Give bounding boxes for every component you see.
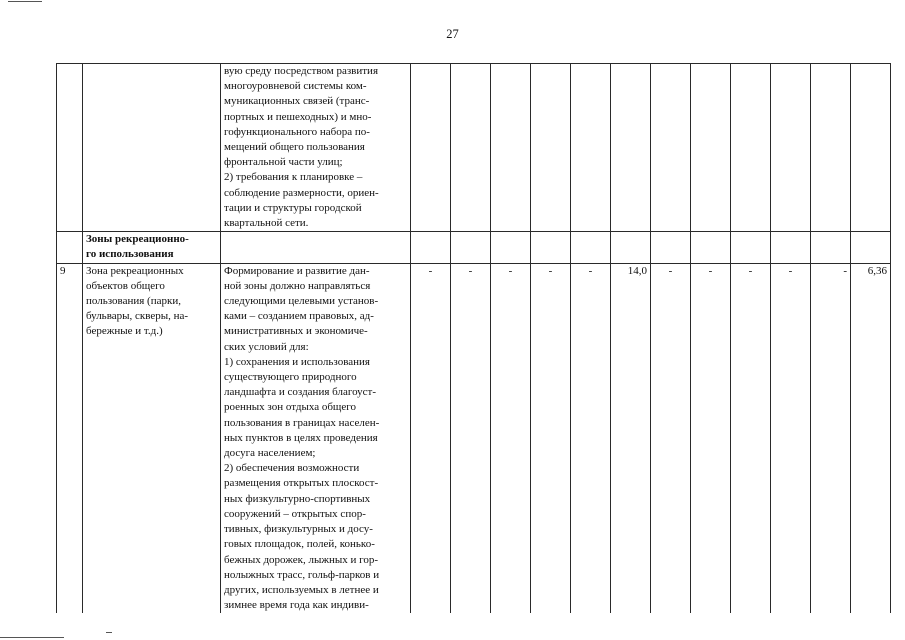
value-cell: - (491, 263, 531, 613)
value-cell (731, 232, 771, 263)
value-cell (611, 64, 651, 232)
table-row-9 (57, 263, 891, 613)
value-cell (531, 232, 571, 263)
scan-mark-bottom-small (106, 632, 112, 633)
value-cell (811, 232, 851, 263)
value-cell (451, 232, 491, 263)
value-cell (851, 64, 891, 232)
value-cell (851, 232, 891, 263)
value-cell (491, 64, 531, 232)
scan-mark-top (8, 1, 42, 2)
value-cell (571, 64, 611, 232)
value-cell (491, 232, 531, 263)
value-cell: - (811, 263, 851, 613)
value-cell (651, 232, 691, 263)
row-number-cell: 9 (57, 263, 83, 613)
description-cell: вую среду посредством развития многоуровневой системы ком- муникационных связей (транс- портных и пешеходных) и мно- гофункционального набора по- мещений общего пользования фронтальной части улиц; 2) требования к планировке – соблюдение размерности, ориен- тации и структуры городской квартальной сети. (221, 64, 411, 232)
value-cell: - (451, 263, 491, 613)
value-cell (771, 232, 811, 263)
value-cell (411, 64, 451, 232)
value-cell (611, 232, 651, 263)
value-cell (571, 232, 611, 263)
value-cell: 14,0 (611, 263, 651, 613)
description-cell (221, 232, 411, 263)
scan-mark-bottom (0, 637, 64, 638)
zone-name-cell (83, 64, 221, 232)
regulation-table (56, 63, 891, 613)
value-cell: - (691, 263, 731, 613)
value-cell (651, 64, 691, 232)
page-number: 27 (446, 27, 459, 41)
value-cell: - (771, 263, 811, 613)
value-cell: 6,36 (851, 263, 891, 613)
value-cell: - (531, 263, 571, 613)
number-cell (57, 64, 83, 232)
value-cell: - (571, 263, 611, 613)
value-cell: - (731, 263, 771, 613)
value-cell (731, 64, 771, 232)
section-title-cell: Зоны рекреационно- го использования (83, 232, 221, 263)
value-cell (691, 64, 731, 232)
value-cell: - (651, 263, 691, 613)
value-cell: - (411, 263, 451, 613)
description-cell: Формирование и развитие дан- ной зоны должно направляться следующими целевыми установ- ками – созданием правовых, ад- министративных и экономиче- ских условий для: 1) сохранения и использования существующего природного ландшафта и создания благоуст- роенных зон отдыха общего пользования в границах населен- ных пунктов в целях проведения досуга населением; 2) обеспечения возможности размещения открытых плоскост- ных физкультурно-спортивных сооружений – открытых спор- тивных, физкультурных и досу- говых площадок, полей, конько- бежных дорожек, лыжных и гор- нолыжных трасс, гольф-парков и других, используемых в летнее и зимнее время года как индиви- (221, 263, 411, 613)
table-row-continuation (57, 64, 891, 232)
value-cell (531, 64, 571, 232)
number-cell (57, 232, 83, 263)
value-cell (771, 64, 811, 232)
value-cell (691, 232, 731, 263)
table-row-section (57, 232, 891, 263)
zone-name-cell: Зона рекреационных объектов общего пользования (парки, бульвары, скверы, на- бережные и т.д.) (83, 263, 221, 613)
value-cell (451, 64, 491, 232)
value-cell (811, 64, 851, 232)
value-cell (411, 232, 451, 263)
